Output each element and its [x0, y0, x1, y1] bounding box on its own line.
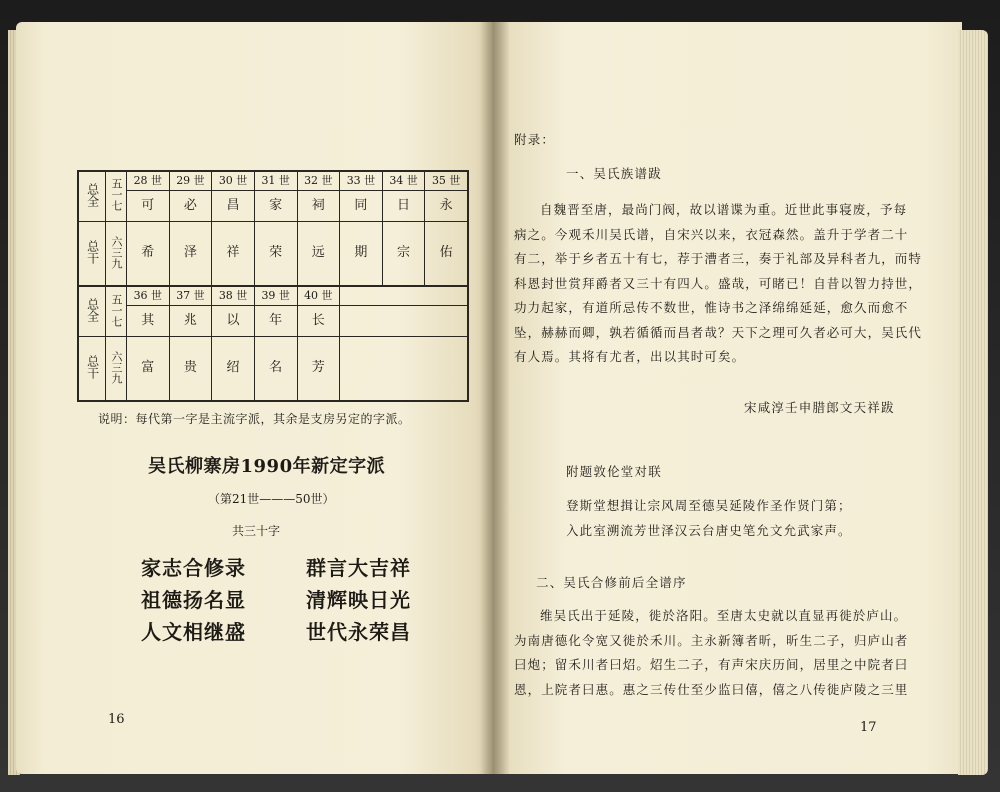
name-char: 年	[254, 306, 297, 337]
generation-header: 35 世	[425, 172, 468, 191]
row-label	[79, 222, 106, 287]
text-line: 曰炮；留禾川者曰炤。炤生二子，有声宋庆历间，居里之中院者曰	[514, 657, 909, 672]
table-note: 说明：每代第一字是主流字派，其余是支房另定的字派。	[98, 412, 411, 426]
row-label	[79, 286, 106, 337]
name-char: 可	[127, 191, 170, 222]
row-label	[79, 172, 106, 222]
row-number-text: 六三九	[110, 235, 124, 269]
name-char: 泽	[169, 222, 212, 287]
generation-range: （第21世———50世）	[208, 492, 335, 506]
page-number-left: 16	[108, 712, 125, 727]
generation-header: 38 世	[212, 286, 255, 306]
name-char: 希	[127, 222, 170, 287]
text-line: 自魏晋至唐，最尚门阀，故以谱谍为重。近世此事寝废，予每	[540, 202, 908, 217]
appendix-label: 附录：	[514, 132, 556, 147]
name-char: 祥	[212, 222, 255, 287]
name-char: 富	[127, 337, 170, 401]
text-line: 维吴氏出于延陵，徙於洛阳。至唐太史就以直显再徙於庐山。	[540, 608, 908, 623]
verse-line: 人文相继盛	[141, 620, 246, 644]
row-label-text: 总干	[85, 355, 100, 380]
name-char: 长	[297, 306, 340, 337]
generation-name-table	[77, 170, 469, 402]
couplet	[566, 494, 986, 543]
row-label-text: 总全	[85, 298, 100, 323]
name-char: 绍	[212, 337, 255, 401]
generation-header: 39 世	[254, 286, 297, 306]
couplet-line: 入此室溯流芳世泽汉云台唐史笔允文允武家声。	[566, 522, 852, 538]
name-char: 以	[212, 306, 255, 337]
name-char: 佑	[425, 222, 468, 287]
right-page-edge	[958, 30, 988, 775]
heading-2: 附题敦伦堂对联	[566, 464, 662, 479]
generation-header: 34 世	[382, 172, 425, 191]
verse-line: 清辉映日光	[306, 588, 411, 612]
character-count: 共三十字	[232, 524, 281, 538]
row-number	[106, 286, 127, 337]
generation-header: 36 世	[127, 286, 170, 306]
name-char: 贵	[169, 337, 212, 401]
verse-row	[141, 552, 411, 584]
name-char: 同	[340, 191, 383, 222]
text-line: 坠，赫赫而卿，孰若循循而昌者哉？天下之理可久者必可大，吴氏代	[514, 324, 923, 340]
generation-header: 31 世	[254, 172, 297, 191]
text-line: 恩，上院者曰惠。惠之三传仕至少监曰僖，僖之八传徙庐陵之三里	[514, 681, 909, 697]
heading-1: 一、吴氏族谱跋	[566, 166, 662, 181]
text-line: 为南唐德化令宽又徙於禾川。主永新簿者昕，昕生二子，归庐山者	[514, 632, 909, 648]
row-label-text: 总全	[85, 182, 100, 207]
row-number-text: 五一七	[110, 293, 124, 327]
name-char: 期	[340, 222, 383, 287]
verse-line: 祖德扬名显	[141, 588, 246, 612]
text-line: 功力起家，有道所忌传不数世，惟诗书之泽绵绵延延，愈久而愈不	[514, 300, 909, 315]
row-label-text: 总干	[85, 240, 100, 265]
name-char: 祠	[297, 191, 340, 222]
row-number	[106, 172, 127, 222]
name-char: 名	[254, 337, 297, 401]
name-char: 荣	[254, 222, 297, 287]
row-number	[106, 337, 127, 401]
heading-3: 二、吴氏合修前后全谱序	[536, 575, 687, 590]
name-char: 宗	[382, 222, 425, 287]
verse-row	[141, 616, 411, 648]
name-char: 永	[425, 191, 468, 222]
generation-header: 29 世	[169, 172, 212, 191]
paragraph-2	[514, 604, 960, 702]
generation-header: 28 世	[127, 172, 170, 191]
verse-line: 群言大吉祥	[306, 556, 411, 580]
name-char: 远	[297, 222, 340, 287]
generation-header: 40 世	[297, 286, 340, 306]
empty-cell	[340, 337, 468, 401]
text-line: 有人焉。其将有尤者，出以其时可矣。	[514, 349, 746, 364]
generation-header: 32 世	[297, 172, 340, 191]
couplet-line: 登斯堂想揖让宗风周至德吴延陵作圣作贤门第；	[566, 498, 852, 513]
generation-header: 33 世	[340, 172, 383, 191]
name-char: 兆	[169, 306, 212, 337]
text-line: 科恩封世赏拜爵者又三十有四人。盛哉，可睹已！自昔以智力持世，	[514, 275, 923, 291]
page-number-right: 17	[860, 720, 877, 735]
name-char: 其	[127, 306, 170, 337]
name-char: 必	[169, 191, 212, 222]
verse-block	[141, 552, 411, 648]
row-number	[106, 222, 127, 287]
empty-cell	[340, 286, 468, 306]
verse-row	[141, 584, 411, 616]
generation-header: 37 世	[169, 286, 212, 306]
name-char: 日	[382, 191, 425, 222]
paragraph-1	[514, 198, 960, 370]
text-line: 有二，举于乡者五十有七，荐于漕者三，奏于礼部及异科者九，而特	[514, 251, 923, 266]
row-number-text: 五一七	[110, 178, 124, 212]
verse-line: 世代永荣昌	[306, 620, 411, 644]
section-title: 吴氏柳寨房1990年新定字派	[148, 456, 386, 477]
name-char: 芳	[297, 337, 340, 401]
empty-cell	[340, 306, 468, 337]
book-spine	[480, 22, 510, 774]
name-char: 家	[254, 191, 297, 222]
row-number-text: 六三九	[110, 350, 124, 384]
row-label	[79, 337, 106, 401]
generation-header: 30 世	[212, 172, 255, 191]
verse-line: 家志合修录	[141, 556, 246, 580]
text-line: 病之。今观禾川吴氏谱，自宋兴以来，衣冠森然。盖升于学者二十	[514, 226, 909, 242]
signature: 宋咸淳壬申腊郎文天祥跋	[744, 400, 895, 415]
name-char: 昌	[212, 191, 255, 222]
